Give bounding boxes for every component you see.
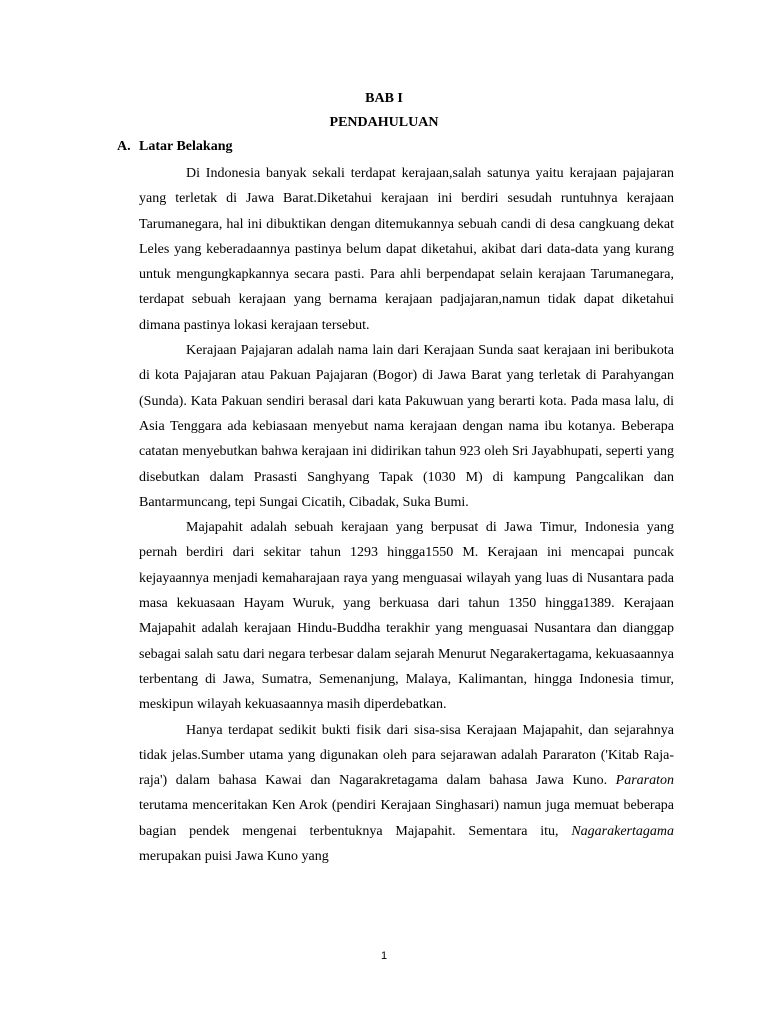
paragraph-4-part-c: merupakan puisi Jawa Kuno yang (139, 849, 329, 865)
paragraph-4-part-a: Hanya terdapat sedikit bukti fisik dari sisa-sisa Kerajaan Majapahit, dan sejarahnya tidak jelas.Sumber utama yang digunakan oleh para sejarawan adalah Pararaton ('Kitab Raja-raja') dalam bahasa Kawai dan Nagarakretagama dalam bahasa Jawa Kuno. (139, 722, 674, 789)
chapter-heading: BAB I (365, 91, 403, 106)
section-number: A. (117, 139, 131, 154)
italic-nagarakertagama: Nagarakertagama (571, 823, 674, 839)
paragraph-2: Kerajaan Pajajaran adalah nama lain dari Kerajaan Sunda saat kerajaan ini beribukota di kota Pajajaran atau Pakuan Pajajaran (Bogor) di Jawa Barat yang terletak di Parahyangan (Sunda). Kata Pakuan sendiri berasal dari kata Pakuwuan yang berarti kota. Pada masa lalu, di Asia Tenggara ada kebiasaan menyebut nama kerajaan dengan nama ibu kotanya. Beberapa catatan menyebutkan bahwa kerajaan ini didirikan tahun 923 oleh Sri Jayabhupati, seperti yang disebutkan dalam Prasasti Sanghyang Tapak (1030 M) di kampung Pangcalikan dan Bantarmuncang, tepi Sungai Cicatih, Cibadak, Suka Bumi. (139, 343, 674, 510)
page-number: 1 (380, 950, 388, 962)
paragraph-3: Majapahit adalah sebuah kerajaan yang berpusat di Jawa Timur, Indonesia yang pernah berdiri dari sekitar tahun 1293 hingga1550 M. Kerajaan ini mencapai puncak kejayaannya menjadi kemaharajaan raya yang menguasai wilayah yang luas di Nusantara pada masa kekuasaan Hayam Wuruk, yang berkuasa dari tahun 1350 hingga1389. Kerajaan Majapahit adalah kerajaan Hindu-Buddha terakhir yang menguasai Nusantara dan dianggap sebagai salah satu dari negara terbesar dalam sejarah Menurut Negarakertagama, kekuasaannya terbentang di Jawa, Sumatra, Semenanjung, Malaya, Kalimantan, hingga Indonesia timur, meskipun wilayah kekuasaannya masih diperdebatkan. (139, 520, 674, 713)
paragraph-4-part-b: terutama menceritakan Ken Arok (pendiri Kerajaan Singhasari) namun juga memuat beberapa bagian pendek mengenai terbentuknya Majapahit. Sementara itu, (139, 798, 674, 839)
body-text (139, 161, 674, 869)
section-title: Latar Belakang (139, 139, 233, 154)
paragraph-1: Di Indonesia banyak sekali terdapat kerajaan,salah satunya yaitu kerajaan pajajaran yang terletak di Jawa Barat.Diketahui kerajaan ini berdiri sesudah runtuhnya kerajaan Tarumanegara, hal ini dibuktikan dengan ditemukannya sebuah candi di desa cangkuang dekat Leles yang keberadaannya pastinya belum dapat diketahui, akibat dari data-data yang kurang untuk mengungkapkannya secara pasti. Para ahli berpendapat selain kerajaan Tarumanegara, terdapat sebuah kerajaan yang bernama kerajaan padjajaran,namun tidak dapat diketahui dimana pastinya lokasi kerajaan tersebut. (139, 166, 674, 333)
chapter-title: PENDAHULUAN (329, 115, 439, 130)
paragraph-4 (139, 718, 674, 870)
italic-pararaton: Pararaton (615, 773, 674, 789)
section-heading (117, 139, 232, 155)
